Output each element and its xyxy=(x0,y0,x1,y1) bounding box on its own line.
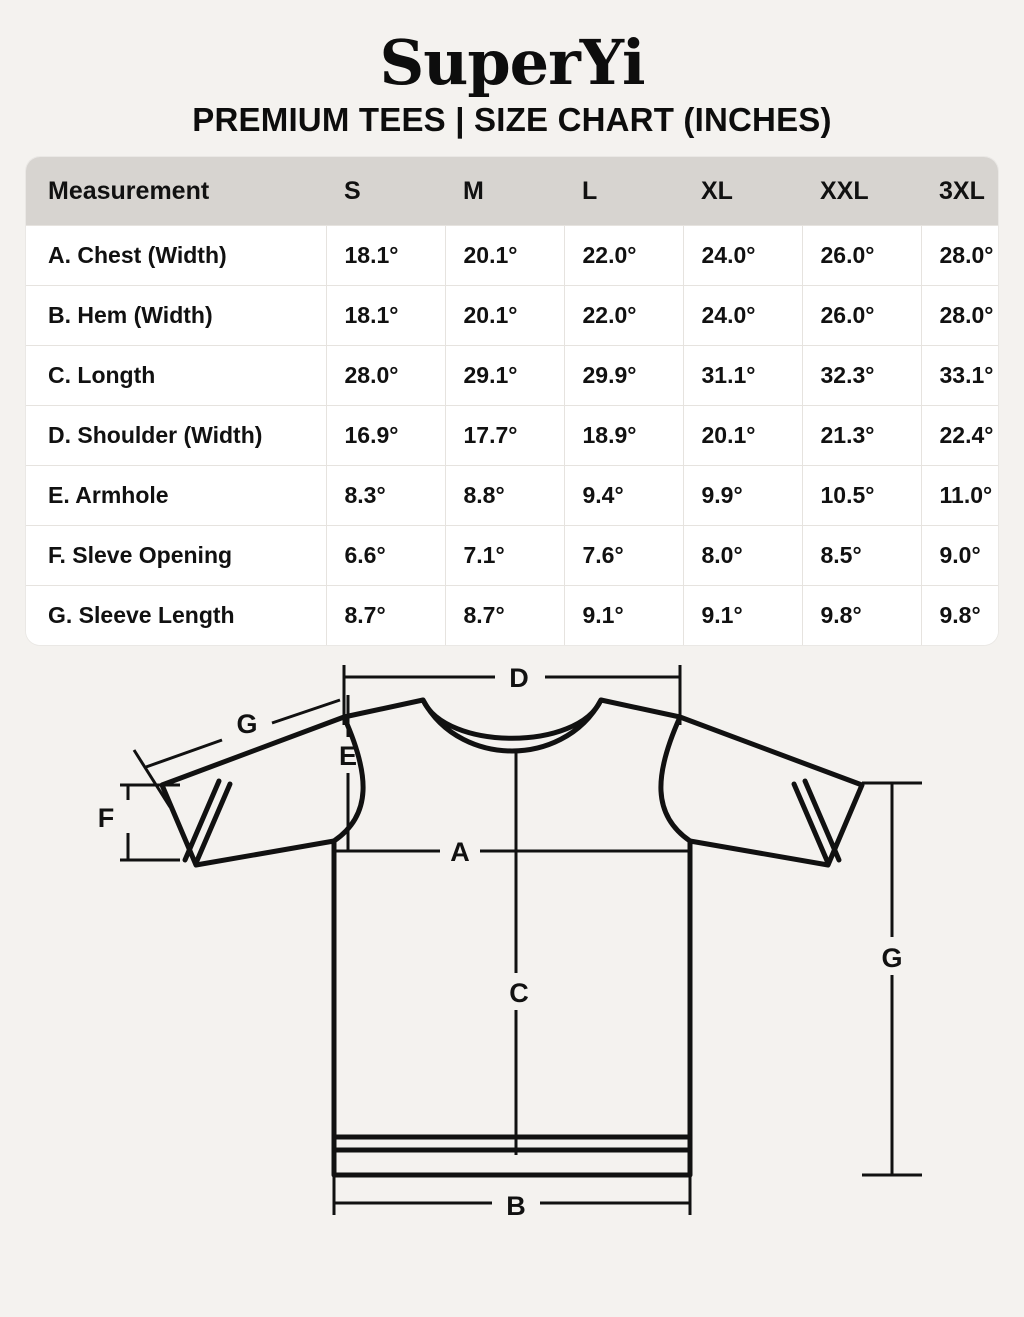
cell-sleeve-length-xl: 9.1° xyxy=(683,586,802,646)
column-header-xl: XL xyxy=(683,157,802,226)
label-chest-a: A xyxy=(450,837,470,868)
cell-hem-l: 22.0° xyxy=(564,286,683,346)
cell-armhole-l: 9.4° xyxy=(564,466,683,526)
cell-armhole-s: 8.3° xyxy=(326,466,445,526)
table-row xyxy=(26,226,998,286)
row-label-length: C. Longth xyxy=(26,346,326,406)
cell-chest-m: 20.1° xyxy=(445,226,564,286)
table-row xyxy=(26,286,998,346)
cell-length-xxl: 32.3° xyxy=(802,346,921,406)
cell-hem-xl: 24.0° xyxy=(683,286,802,346)
tshirt-diagram xyxy=(0,655,1024,1235)
size-chart-table-wrapper xyxy=(26,157,998,645)
cell-sleeve-length-s: 8.7° xyxy=(326,586,445,646)
table-body xyxy=(26,226,998,646)
cell-hem-xxl: 26.0° xyxy=(802,286,921,346)
cell-length-s: 28.0° xyxy=(326,346,445,406)
cell-hem-3xl: 28.0° xyxy=(921,286,998,346)
column-header-xxl: XXL xyxy=(802,157,921,226)
row-label-hem: B. Hem (Width) xyxy=(26,286,326,346)
cell-sleeve-opening-l: 7.6° xyxy=(564,526,683,586)
table-header xyxy=(26,157,998,226)
row-label-chest: A. Chest (Width) xyxy=(26,226,326,286)
tick-sleeve-length-start xyxy=(134,750,170,807)
cell-length-xl: 31.1° xyxy=(683,346,802,406)
cell-sleeve-length-3xl: 9.8° xyxy=(921,586,998,646)
table-row xyxy=(26,346,998,406)
cell-shoulder-xl: 20.1° xyxy=(683,406,802,466)
cell-length-m: 29.1° xyxy=(445,346,564,406)
dim-sleeve-length-a xyxy=(146,740,222,767)
column-header-s: S xyxy=(326,157,445,226)
row-label-armhole: E. Armhole xyxy=(26,466,326,526)
cell-chest-xxl: 26.0° xyxy=(802,226,921,286)
cell-length-l: 29.9° xyxy=(564,346,683,406)
cell-armhole-3xl: 11.0° xyxy=(921,466,998,526)
cell-chest-xl: 24.0° xyxy=(683,226,802,286)
cell-armhole-m: 8.8° xyxy=(445,466,564,526)
brand-title: SuperYi xyxy=(379,26,645,99)
table-row xyxy=(26,526,998,586)
cell-sleeve-length-m: 8.7° xyxy=(445,586,564,646)
cell-sleeve-opening-3xl: 9.0° xyxy=(921,526,998,586)
cell-sleeve-opening-s: 6.6° xyxy=(326,526,445,586)
table-row xyxy=(26,466,998,526)
table-row xyxy=(26,406,998,466)
cell-sleeve-opening-m: 7.1° xyxy=(445,526,564,586)
label-sleeve-opening-f: F xyxy=(97,803,115,834)
label-sleeve-length-g-right: G xyxy=(881,943,903,974)
size-chart-table xyxy=(26,157,998,645)
cell-chest-l: 22.0° xyxy=(564,226,683,286)
label-hem-b: B xyxy=(506,1191,526,1222)
column-header-l: L xyxy=(564,157,683,226)
cell-sleeve-length-xxl: 9.8° xyxy=(802,586,921,646)
cell-sleeve-opening-xl: 8.0° xyxy=(683,526,802,586)
cell-shoulder-3xl: 22.4° xyxy=(921,406,998,466)
column-header-measurement: Measurement xyxy=(26,157,326,226)
label-shoulder-d: D xyxy=(509,663,529,694)
table-row xyxy=(26,586,998,646)
cell-shoulder-l: 18.9° xyxy=(564,406,683,466)
cell-chest-s: 18.1° xyxy=(326,226,445,286)
cell-shoulder-s: 16.9° xyxy=(326,406,445,466)
table-header-row xyxy=(26,157,998,226)
label-armhole-e: E xyxy=(338,741,358,772)
row-label-shoulder: D. Shoulder (Width) xyxy=(26,406,326,466)
column-header-3xl: 3XL xyxy=(921,157,998,226)
cell-shoulder-xxl: 21.3° xyxy=(802,406,921,466)
cell-sleeve-opening-xxl: 8.5° xyxy=(802,526,921,586)
cell-hem-m: 20.1° xyxy=(445,286,564,346)
column-header-m: M xyxy=(445,157,564,226)
cell-armhole-xxl: 10.5° xyxy=(802,466,921,526)
dim-sleeve-length-b xyxy=(272,700,340,723)
label-length-c: C xyxy=(509,978,529,1009)
cell-chest-3xl: 28.0° xyxy=(921,226,998,286)
page-subtitle: PREMIUM TEES | SIZE CHART (INCHES) xyxy=(192,101,832,139)
label-sleeve-length-g-top: G xyxy=(236,709,258,740)
row-label-sleeve-length: G. Sleeve Length xyxy=(26,586,326,646)
cell-shoulder-m: 17.7° xyxy=(445,406,564,466)
cell-length-3xl: 33.1° xyxy=(921,346,998,406)
cell-armhole-xl: 9.9° xyxy=(683,466,802,526)
cell-sleeve-length-l: 9.1° xyxy=(564,586,683,646)
row-label-sleeve-opening: F. Sleve Opening xyxy=(26,526,326,586)
cell-hem-s: 18.1° xyxy=(326,286,445,346)
